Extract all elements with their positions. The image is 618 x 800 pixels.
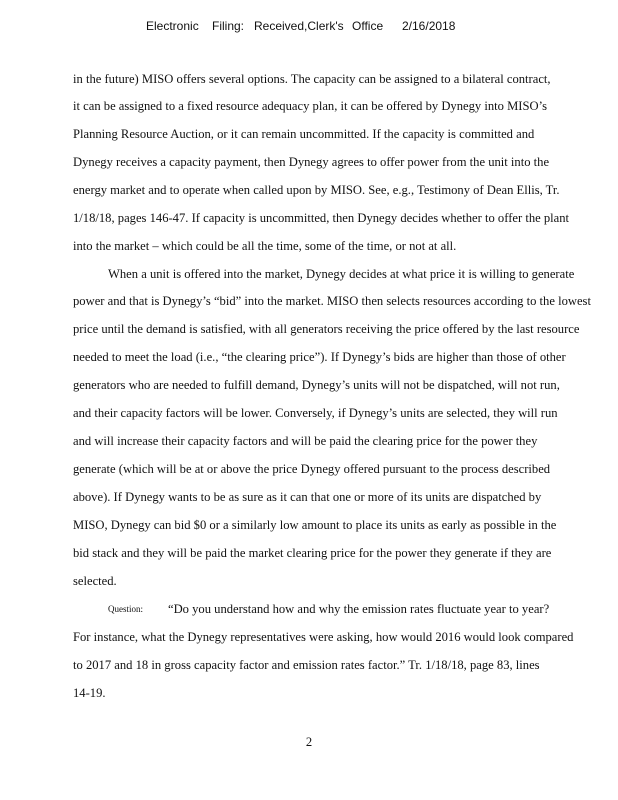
text-line: in the future) MISO offers several options. The capacity can be assigned to a bilateral contract, (73, 72, 551, 86)
text-line: price until the demand is satisfied, with all generators receiving the price offered by the last resource (73, 322, 580, 336)
text-line: “Do you understand how and why the emission rates fluctuate year to year? (168, 602, 550, 616)
text-line: bid stack and they will be paid the market clearing price for the power they generate if they are (73, 546, 552, 560)
question-label: Question: (108, 604, 143, 614)
page-number: 2 (305, 735, 313, 749)
header-date: 2/16/2018 (402, 19, 456, 33)
text-line: needed to meet the load (i.e., “the clearing price”). If Dynegy’s bids are higher than those of other (73, 350, 566, 364)
header-received: Received,Clerk's (254, 19, 344, 33)
header-electronic: Electronic (146, 19, 199, 33)
text-line: MISO, Dynegy can bid $0 or a similarly low amount to place its units as early as possible in the (73, 518, 557, 532)
text-line: and their capacity factors will be lower. Conversely, if Dynegy’s units are selected, they will run (73, 406, 558, 420)
text-line: When a unit is offered into the market, Dynegy decides at what price it is willing to generate (108, 267, 575, 281)
text-line: and will increase their capacity factors and will be paid the clearing price for the power they (73, 434, 538, 448)
text-line: For instance, what the Dynegy representatives were asking, how would 2016 would look compared (73, 630, 574, 644)
header-filing: Filing: (212, 19, 245, 33)
text-line: 1/18/18, pages 146-47. If capacity is uncommitted, then Dynegy decides whether to offer the plant (73, 211, 570, 225)
text-line: generate (which will be at or above the price Dynegy offered pursuant to the process described (73, 462, 551, 476)
text-line: into the market – which could be all the time, some of the time, or not at all. (73, 239, 457, 253)
text-line: to 2017 and 18 in gross capacity factor and emission rates factor.” Tr. 1/18/18, page 83, lines (73, 658, 540, 672)
text-line: 14-19. (73, 686, 106, 700)
text-line: generators who are needed to fulfill demand, Dynegy’s units will not be dispatched, will not run, (73, 378, 560, 392)
text-line: energy market and to operate when called upon by MISO. See, e.g., Testimony of Dean Ellis, Tr. (73, 183, 560, 197)
header-office: Office (352, 19, 384, 33)
text-line: Dynegy receives a capacity payment, then Dynegy agrees to offer power from the unit into the (73, 155, 550, 169)
text-line: power and that is Dynegy’s “bid” into the market. MISO then selects resources according to the lowest (73, 294, 591, 308)
text-line: Planning Resource Auction, or it can remain uncommitted. If the capacity is committed and (73, 127, 535, 141)
text-line: selected. (73, 574, 117, 588)
text-line: above). If Dynegy wants to be as sure as it can that one or more of its units are dispatched by (73, 490, 542, 504)
text-line: it can be assigned to a fixed resource adequacy plan, it can be offered by Dynegy into MISO’s (73, 99, 547, 113)
